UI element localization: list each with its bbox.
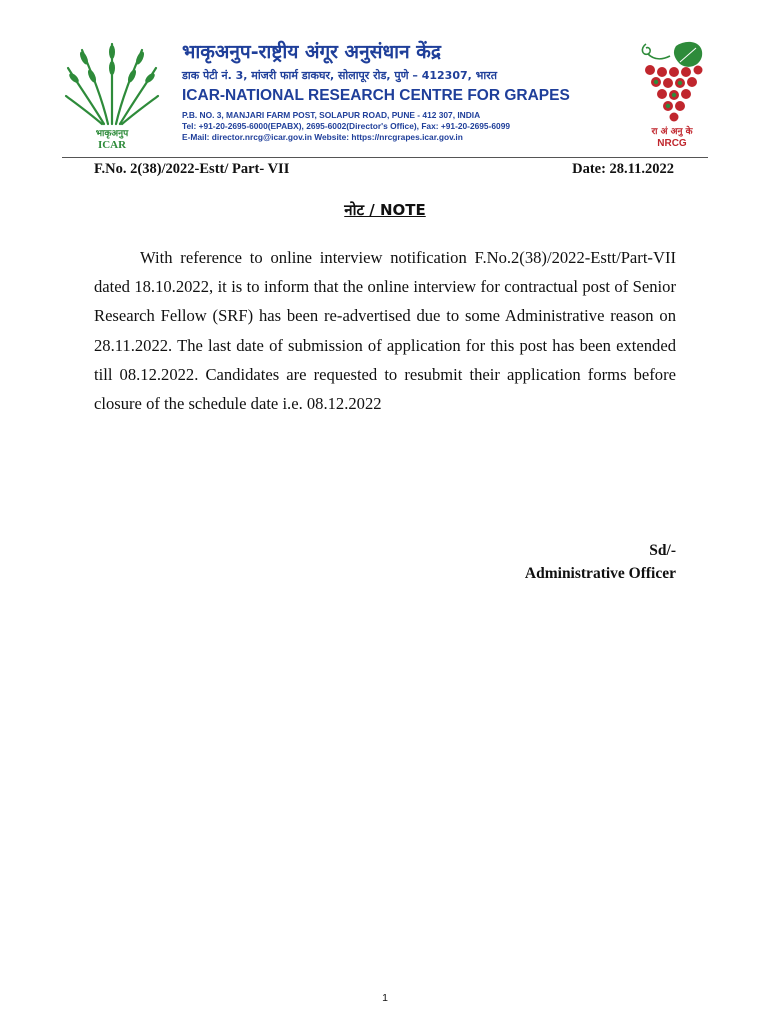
icar-logo-hindi-text: भाकृअनुप	[95, 129, 129, 139]
icar-logo-english-text: ICAR	[97, 139, 127, 150]
nrcg-logo-hindi-text: रा अं अनु के	[651, 127, 693, 137]
file-number: F.No. 2(38)/2022-Estt/ Part- VII	[94, 161, 290, 177]
page-number: 1	[382, 992, 388, 1004]
institute-english-title: ICAR-NATIONAL RESEARCH CENTRE FOR GRAPES	[182, 87, 570, 104]
signature-designation: Administrative Officer	[524, 565, 676, 582]
institute-hindi-title: भाकृअनुप-राष्ट्रीय अंगूर अनुसंधान केंद्र	[182, 41, 441, 63]
institute-email-website: E-Mail: director.nrcg@icar.gov.in Website: https://nrcgrapes.icar.gov.in	[182, 132, 463, 142]
document-date: Date: 28.11.2022	[572, 161, 674, 177]
icar-logo	[62, 38, 162, 150]
institute-telephone: Tel: +91-20-2695-6000(EPABX), 2695-6002(Director's Office), Fax: +91-20-2695-6099	[182, 121, 511, 131]
nrcg-logo-english-text: NRCG	[657, 138, 687, 148]
signature-sd: Sd/-	[649, 542, 676, 559]
signature-block	[525, 539, 676, 585]
note-body: With reference to online interview notification F.No.2(38)/2022-Estt/Part-VII dated 18.10.2022, it is to inform that the online interview for contractual post of Senior Research Fellow (SRF) has been re-advertised due to some Administrative reason on 28.11.2022. The last date of submission of application for this post has been extended till 08.12.2022. Candidates are requested to resubmit their application forms before closure of the schedule date i.e. 08.12.2022	[94, 248, 676, 414]
institute-address: P.B. NO. 3, MANJARI FARM POST, SOLAPUR ROAD, PUNE - 412 307, INDIA	[182, 110, 481, 120]
institute-hindi-address: डाक पेटी नं. 3, मांजरी फार्म डाकघर, सोलापूर रोड, पुणे – 412307, भारत	[182, 69, 498, 82]
note-title: नोट / NOTE	[344, 201, 426, 219]
header-divider	[62, 157, 708, 158]
nrcg-logo	[636, 38, 708, 148]
